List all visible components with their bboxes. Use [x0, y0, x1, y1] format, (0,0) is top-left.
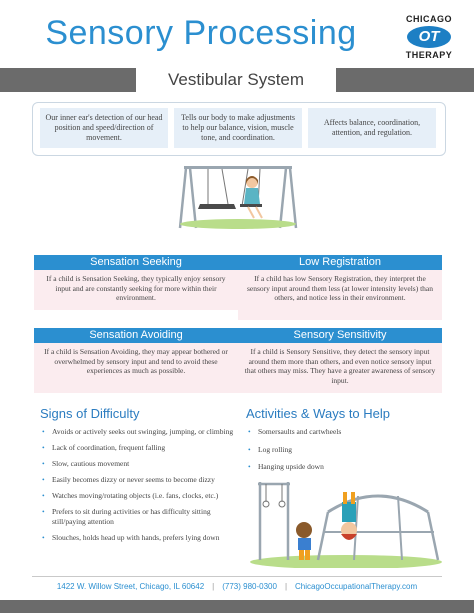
girl-body: [342, 502, 356, 522]
swing-top-bar: [184, 166, 292, 169]
grass: [180, 219, 296, 229]
section-text: If a child is Sensation Avoiding, they may appear bothered or overwhelmed by sensory input and tend to avoid these experiences as much as possible.: [34, 343, 238, 393]
list-item: • Easily becomes dizzy or never seems to become dizzy: [40, 475, 240, 485]
section-sensation-seeking: [34, 255, 238, 310]
list-item: • Slow, cautious movement: [40, 459, 240, 469]
grass: [250, 555, 442, 568]
footer-website[interactable]: ChicagoOccupationalTherapy.com: [295, 582, 418, 591]
list-item: • Slouches, holds head up with hands, prefers lying down: [40, 533, 240, 543]
page-title: Sensory Processing: [45, 14, 357, 52]
description-card-2: Tells our body to make adjustments to help our balance, vision, muscle tone, and coordination.: [174, 108, 302, 148]
section-text: If a child is Sensation Seeking, they typically enjoy sensory input and are constantly seeking for more within their environment.: [34, 270, 238, 310]
swing-leg-right: [280, 168, 286, 228]
section-text: If a child is Sensory Sensitive, they detect the sensory input around them more than others, and even notice sensory input that others may miss. They have a greater awareness of sensory input.: [238, 343, 442, 393]
section-title: Sensation Seeking: [34, 255, 238, 270]
section-text: If a child has low Sensory Registration, they interpret the sensory input around them less (at lower intensity levels) than others, and notice less in their environment.: [238, 270, 442, 320]
footer-address: 1422 W. Willow Street, Chicago, IL 60642: [56, 582, 205, 591]
signs-of-difficulty: [40, 406, 240, 549]
section-title: Low Registration: [238, 255, 442, 270]
footer-divider: [32, 576, 442, 577]
section-title: Sensation Avoiding: [34, 328, 238, 343]
swing-illustration: [178, 160, 298, 230]
description-card-3: Affects balance, coordination, attention, and regulation.: [308, 108, 436, 148]
list-item: • Watches moving/rotating objects (i.e. fans, clocks, etc.): [40, 491, 240, 501]
swing-leg-left-2: [190, 168, 196, 228]
bottom-bar: [0, 600, 474, 613]
section-low-registration: [238, 255, 442, 320]
subtitle-banner: [0, 68, 474, 92]
child-dress: [244, 188, 260, 204]
empty-swing-seat: [198, 204, 236, 209]
list-item: • Hanging upside down: [246, 462, 446, 472]
swing-leg-left: [180, 168, 186, 228]
activities-ways-to-help: [246, 406, 446, 478]
logo-line-3: THERAPY: [405, 50, 453, 60]
playground-illustration: [248, 472, 444, 568]
description-panel: [32, 102, 446, 156]
section-title: Sensory Sensitivity: [238, 328, 442, 343]
footer-separator: |: [284, 582, 288, 591]
footer: [0, 582, 474, 591]
footer-phone: (773) 980-0300: [222, 582, 277, 591]
boy-shirt: [298, 538, 311, 550]
child-swing-seat: [240, 204, 262, 207]
footer-separator: |: [212, 582, 215, 591]
logo-line-1: CHICAGO: [406, 14, 452, 24]
list-item: • Lack of coordination, frequent falling: [40, 443, 240, 453]
list-item: • Somersaults and cartwheels: [246, 427, 446, 437]
list-item: • Prefers to sit during activities or has difficulty sitting still/paying attention: [40, 507, 240, 526]
boy-head: [296, 522, 312, 538]
signs-heading: Signs of Difficulty: [40, 406, 140, 421]
activities-heading: Activities & Ways to Help: [246, 406, 391, 421]
list-item: • Log rolling: [246, 445, 446, 455]
list-item: • Avoids or actively seeks out swinging, jumping, or climbing: [40, 427, 240, 437]
section-sensation-avoiding: [34, 328, 238, 393]
page-subtitle: Vestibular System: [136, 68, 336, 92]
section-sensory-sensitivity: [238, 328, 442, 393]
logo-badge: OT: [407, 26, 451, 48]
chicago-ot-logo: [392, 14, 466, 74]
swing-leg-right-2: [290, 168, 296, 228]
description-card-1: Our inner ear's detection of our head position and speed/direction of movement.: [40, 108, 168, 148]
